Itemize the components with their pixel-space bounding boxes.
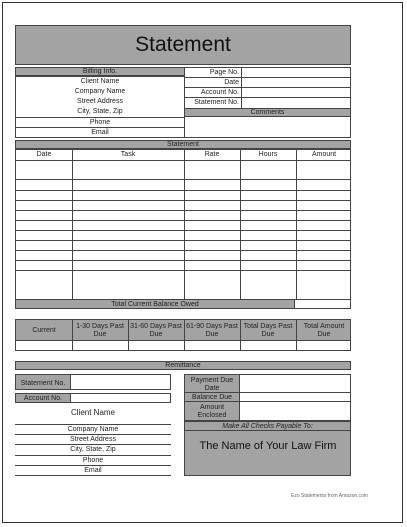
remit-client-name[interactable]: Client Name [70, 408, 115, 417]
payment-due-date-field[interactable] [239, 374, 351, 393]
total-balance-label: Total Current Balance Owed [111, 301, 199, 308]
billing-header [15, 67, 185, 76]
statement-no-label: Statement No. [194, 99, 239, 106]
footer-credit: Ezo Statements from Amazon.com [291, 493, 368, 499]
title-bar [15, 25, 351, 65]
statement-table [15, 149, 351, 300]
remit-statement-no-label-cell [15, 374, 71, 390]
billing-street-address[interactable]: Street Address [77, 98, 123, 105]
date-label: Date [224, 79, 239, 86]
aging-total-days: Total Days Past Due [243, 323, 293, 338]
account-no-label: Account No. [200, 89, 239, 96]
billing-email[interactable]: Email [91, 129, 109, 136]
remit-account-no-label: Account No. [23, 395, 63, 402]
remit-address-block [15, 424, 171, 476]
col-task: Task [120, 151, 136, 158]
aging-31-60: 31-60 Days Past Due [130, 323, 182, 338]
billing-city-state-zip[interactable]: City, State, Zip [77, 108, 123, 115]
payment-due-date-label: Payment Due Date [190, 377, 234, 392]
col-date: Date [36, 151, 52, 158]
remit-statement-no-label: Statement No. [20, 380, 66, 387]
remit-city-state-zip[interactable]: City, State, Zip [70, 446, 116, 453]
firm-name[interactable]: The Name of Your Law Firm [199, 440, 337, 452]
amount-enclosed-label: Amount Enclosed [197, 404, 227, 419]
statement-form [2, 2, 403, 523]
aging-values-row[interactable] [15, 340, 351, 351]
statement-header-label: Statement [167, 141, 199, 148]
remit-phone[interactable]: Phone [82, 457, 104, 464]
amount-enclosed-label-cell [184, 401, 240, 421]
meta-block [184, 67, 351, 109]
amount-enclosed-field[interactable] [239, 401, 351, 421]
remit-company-name[interactable]: Company Name [67, 426, 119, 433]
firm-name-cell[interactable] [184, 430, 351, 476]
col-rate: Rate [204, 151, 220, 158]
page-title: Statement [135, 33, 231, 56]
comments-field[interactable] [184, 116, 351, 138]
aging-header [15, 319, 351, 341]
page-no-label: Page No. [209, 69, 239, 76]
total-balance-field[interactable] [294, 299, 351, 309]
comments-header-label: Comments [250, 109, 285, 116]
aging-1-30: 1-30 Days Past Due [76, 323, 124, 338]
billing-header-label: Billing Info. [82, 68, 118, 75]
billing-client-name[interactable]: Client Name [80, 78, 120, 85]
statement-header [15, 140, 351, 149]
remit-email[interactable]: Email [84, 467, 102, 474]
payable-to-label: Make All Checks Payable To: [222, 423, 313, 430]
remit-street-address[interactable]: Street Address [70, 436, 116, 443]
aging-current: Current [32, 327, 56, 334]
balance-due-label: Balance Due [191, 394, 233, 401]
payment-due-date-label-cell [184, 374, 240, 393]
total-balance-label-cell [15, 299, 295, 309]
remit-account-no-label-cell [15, 393, 71, 403]
billing-phone[interactable]: Phone [89, 119, 111, 126]
col-hours: Hours [258, 151, 278, 158]
aging-61-90: 61-90 Days Past Due [186, 323, 238, 338]
col-amount: Amount [311, 151, 337, 158]
remittance-header [15, 361, 351, 370]
billing-lines [15, 76, 185, 138]
remit-account-no-field[interactable] [70, 393, 171, 403]
billing-company-name[interactable]: Company Name [74, 88, 126, 95]
remittance-header-label: Remittance [165, 362, 201, 369]
remit-statement-no-field[interactable] [70, 374, 171, 390]
aging-total-amount: Total Amount Due [303, 323, 345, 338]
